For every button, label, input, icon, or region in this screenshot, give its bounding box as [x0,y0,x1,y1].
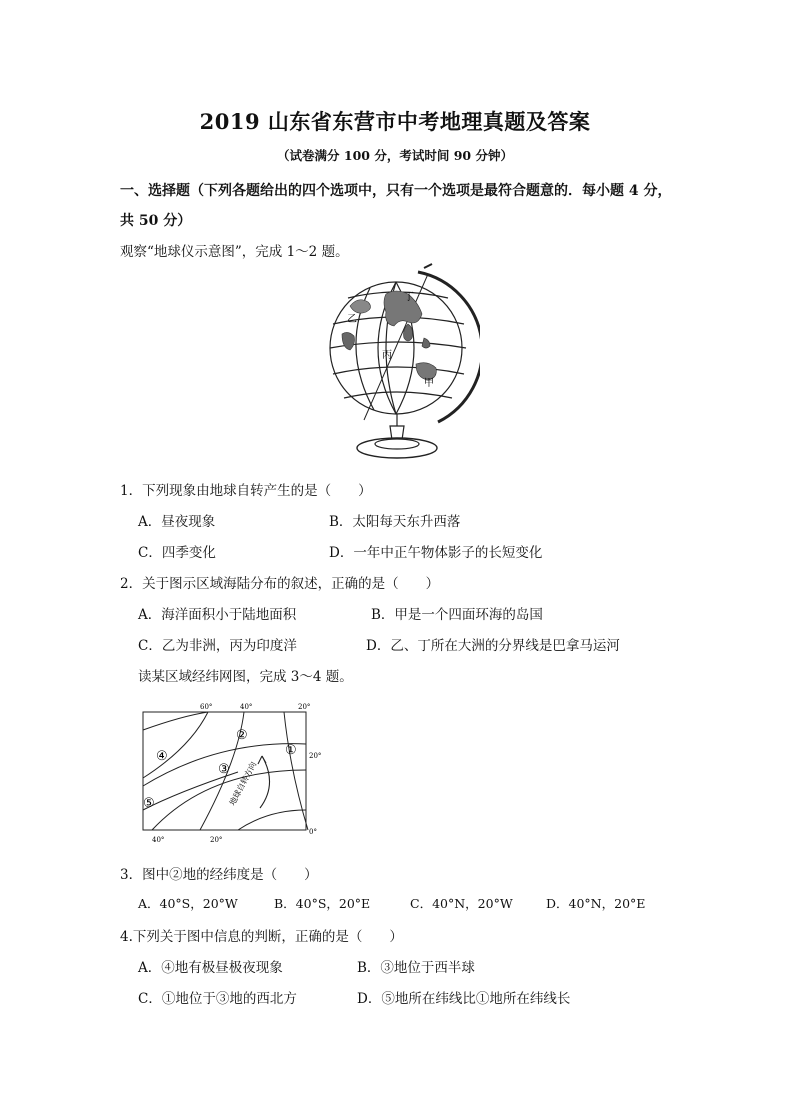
q3-option-b: B．40°S，20°E [274,896,371,911]
section-heading-line2: 共 50 分） [120,213,192,229]
q4-option-c: C．①地位于③地的西北方 [138,991,297,1007]
page-title: 2019 山东省东营市中考地理真题及答案 [199,109,591,134]
bottom-label-20: 20° [210,836,223,844]
rotation-direction-label: 地球自转方向 [227,760,259,807]
q2-option-d: D．乙、丁所在大洲的分界线是巴拿马运河 [366,638,620,654]
q2-option-b: B．甲是一个四面环海的岛国 [371,607,543,623]
top-label-60: 60° [200,703,213,711]
point-2: ② [236,728,248,743]
globe-label-ding: 丁 [404,292,414,303]
q1-option-b: B．太阳每天东升西落 [329,514,461,530]
point-4: ④ [156,749,168,764]
q4-option-b: B．③地位于西半球 [357,960,475,976]
q1-option-a: A．昼夜现象 [138,514,216,530]
q2-option-c: C．乙为非洲，丙为印度洋 [138,638,297,654]
globe-label-yi: 乙 [347,314,357,325]
q4-stem: 4.下列关于图中信息的判断，正确的是（ ） [120,929,403,945]
q3-option-a: A．40°S，20°W [138,896,238,911]
q4-option-d: D．⑤地所在纬线比①地所在纬线长 [357,991,571,1007]
q2-option-a: A．海洋面积小于陆地面积 [138,607,297,623]
globe-label-jia: 甲 [424,378,434,389]
q2-stem: 2．关于图示区域海陆分布的叙述，正确的是（ ） [120,576,440,592]
right-label-0: 0° [309,828,317,836]
q3-option-d: D．40°N，20°E [546,896,646,911]
top-label-40: 40° [240,703,253,711]
section-heading-line1: 一、选择题（下列各题给出的四个选项中，只有一个选项是最符合题意的．每小题 4 分， [120,183,672,199]
q3-option-c: C．40°N，20°W [410,896,513,911]
point-1: ① [285,743,297,758]
right-label-20: 20° [309,752,322,760]
point-5: ⑤ [143,796,155,811]
point-3: ③ [218,762,230,777]
globe-figure [320,262,480,470]
q1-option-c: C．四季变化 [138,545,216,561]
intro-grid-map: 读某区域经纬网图，完成 3～4 题。 [138,669,353,685]
top-label-20: 20° [298,703,311,711]
q3-stem: 3．图中②地的经纬度是（ ） [120,867,318,883]
globe-label-bing: 丙 [382,350,392,361]
intro-globe: 观察“地球仪示意图”，完成 1～2 题。 [120,244,349,260]
q1-option-d: D．一年中正午物体影子的长短变化 [329,545,543,561]
q1-stem: 1．下列现象由地球自转产生的是（ ） [120,483,372,499]
graticule-map [138,700,330,848]
q4-option-a: A．④地有极昼极夜现象 [138,960,283,976]
exam-info: （试卷满分 100 分，考试时间 90 分钟） [277,148,513,163]
bottom-label-40: 40° [152,836,165,844]
